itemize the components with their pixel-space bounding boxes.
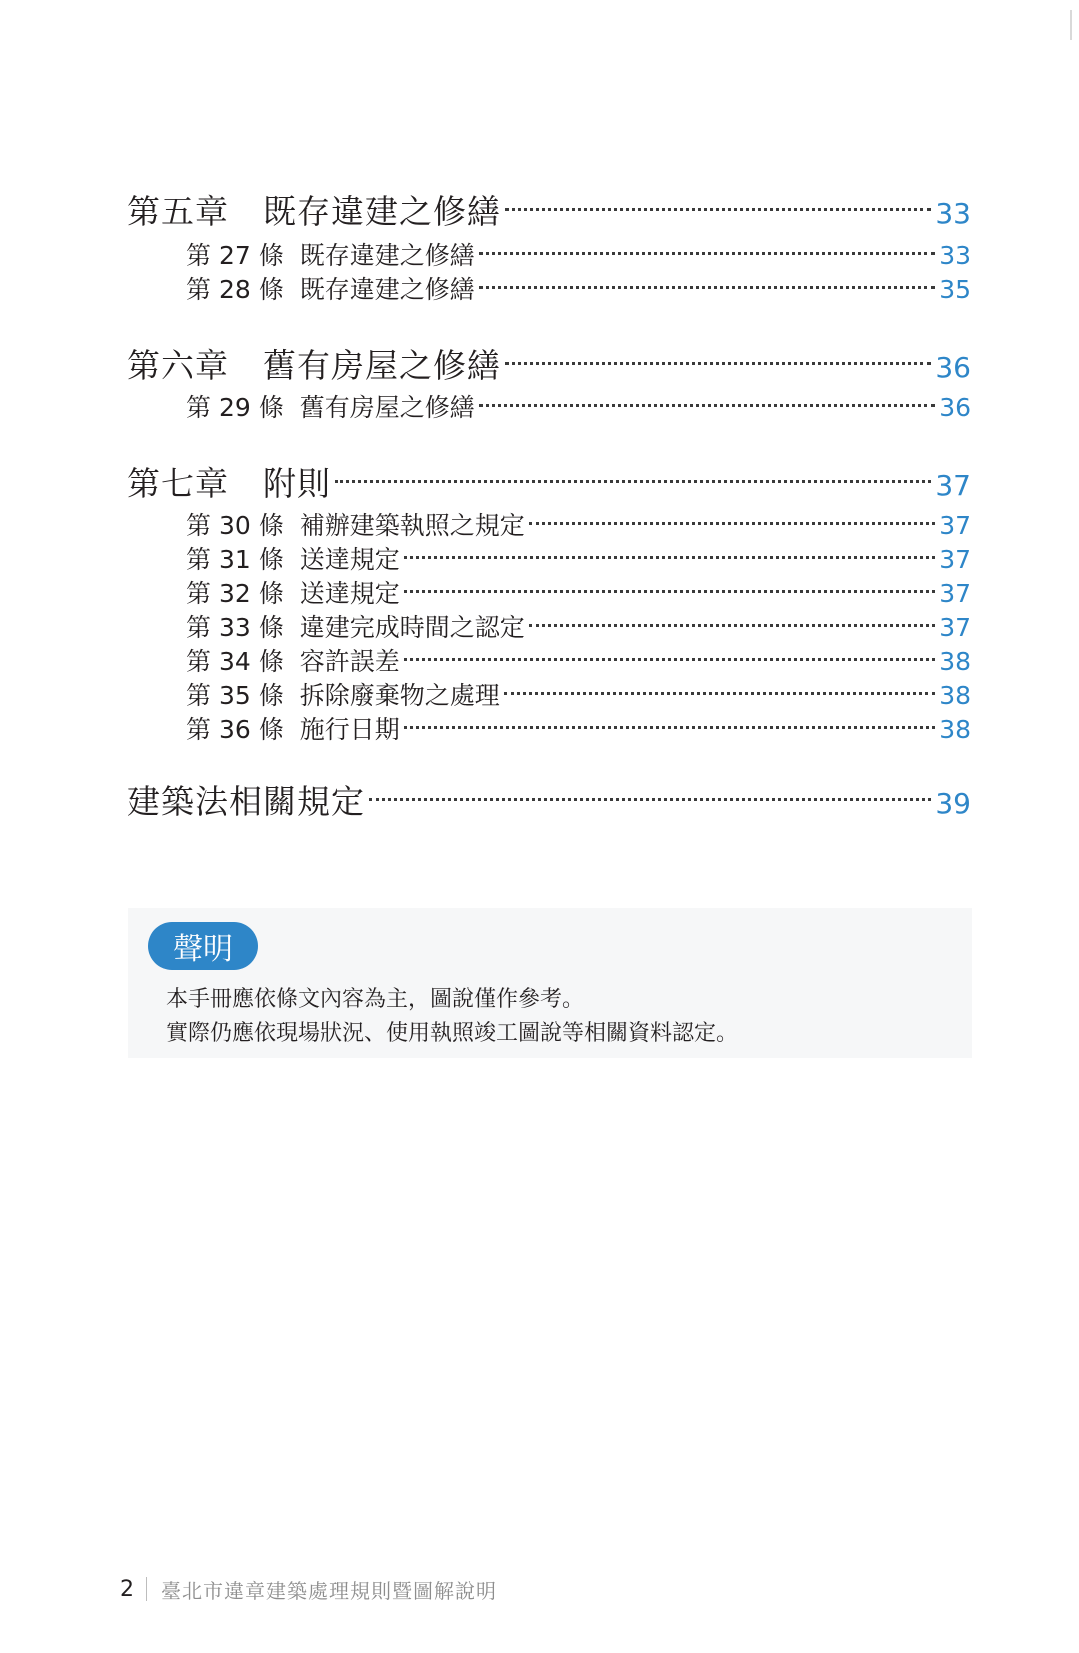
article-page-number: 38 xyxy=(939,715,971,744)
chapter-page-number: 37 xyxy=(935,469,971,502)
toc-chapter-6[interactable] xyxy=(127,340,971,384)
dot-leader xyxy=(529,522,935,525)
article-label: 第 32 條 送達規定 xyxy=(186,579,400,608)
article-page-number: 37 xyxy=(939,613,971,642)
disclaimer-line-1: 本手冊應依條文內容為主，圖說僅作參考。 xyxy=(166,987,585,1012)
dot-leader xyxy=(404,590,935,593)
chapter-label: 建築法相關規定 xyxy=(127,782,365,821)
chapter-page-number: 36 xyxy=(935,351,971,384)
article-label: 第 36 條 施行日期 xyxy=(186,715,400,744)
toc-article-35[interactable] xyxy=(186,676,971,710)
toc-chapter-7[interactable] xyxy=(127,458,971,502)
toc-article-30[interactable] xyxy=(186,506,971,540)
dot-leader xyxy=(369,798,931,801)
footer-page-number: 2 xyxy=(120,1576,134,1602)
toc-article-32[interactable] xyxy=(186,574,971,608)
article-page-number: 37 xyxy=(939,579,971,608)
article-page-number: 38 xyxy=(939,681,971,710)
dot-leader xyxy=(479,286,935,289)
dot-leader xyxy=(505,362,931,365)
toc-article-28[interactable] xyxy=(186,270,971,304)
page-footer xyxy=(120,1574,497,1604)
footer-book-title: 臺北市違章建築處理規則暨圖解說明 xyxy=(161,1578,497,1603)
dot-leader xyxy=(504,692,935,695)
article-label: 第 28 條 既存違建之修繕 xyxy=(186,275,475,304)
article-page-number: 33 xyxy=(939,241,971,270)
chapter-label: 第六章 舊有房屋之修繕 xyxy=(127,346,501,385)
article-label: 第 30 條 補辦建築執照之規定 xyxy=(186,511,525,540)
article-page-number: 38 xyxy=(939,647,971,676)
dot-leader xyxy=(529,624,935,627)
dot-leader xyxy=(505,208,931,211)
dot-leader xyxy=(479,252,935,255)
chapter-page-number: 39 xyxy=(935,787,971,820)
disclaimer-badge: 聲明 xyxy=(148,922,258,970)
toc-article-36[interactable] xyxy=(186,710,971,744)
toc-chapter-5[interactable] xyxy=(127,186,971,230)
disclaimer-line-2: 實際仍應依現場狀況、使用執照竣工圖說等相關資料認定。 xyxy=(166,1021,739,1046)
chapter-label: 第七章 附則 xyxy=(127,464,331,503)
article-page-number: 37 xyxy=(939,545,971,574)
toc-article-31[interactable] xyxy=(186,540,971,574)
dot-leader xyxy=(404,658,935,661)
toc-article-33[interactable] xyxy=(186,608,971,642)
toc-article-29[interactable] xyxy=(186,388,971,422)
footer-divider xyxy=(146,1577,147,1601)
article-label: 第 29 條 舊有房屋之修繕 xyxy=(186,393,475,422)
toc-article-27[interactable] xyxy=(186,236,971,270)
dot-leader xyxy=(404,726,935,729)
dot-leader xyxy=(335,480,931,483)
article-label: 第 27 條 既存違建之修繕 xyxy=(186,241,475,270)
article-label: 第 33 條 違建完成時間之認定 xyxy=(186,613,525,642)
article-page-number: 36 xyxy=(939,393,971,422)
dot-leader xyxy=(479,404,935,407)
article-label: 第 34 條 容許誤差 xyxy=(186,647,400,676)
chapter-page-number: 33 xyxy=(935,197,971,230)
article-page-number: 35 xyxy=(939,275,971,304)
article-page-number: 37 xyxy=(939,511,971,540)
chapter-label: 第五章 既存違建之修繕 xyxy=(127,192,501,231)
toc-article-34[interactable] xyxy=(186,642,971,676)
article-label: 第 31 條 送達規定 xyxy=(186,545,400,574)
toc-building-act-regulations[interactable] xyxy=(127,776,971,820)
article-label: 第 35 條 拆除廢棄物之處理 xyxy=(186,681,500,710)
dot-leader xyxy=(404,556,935,559)
